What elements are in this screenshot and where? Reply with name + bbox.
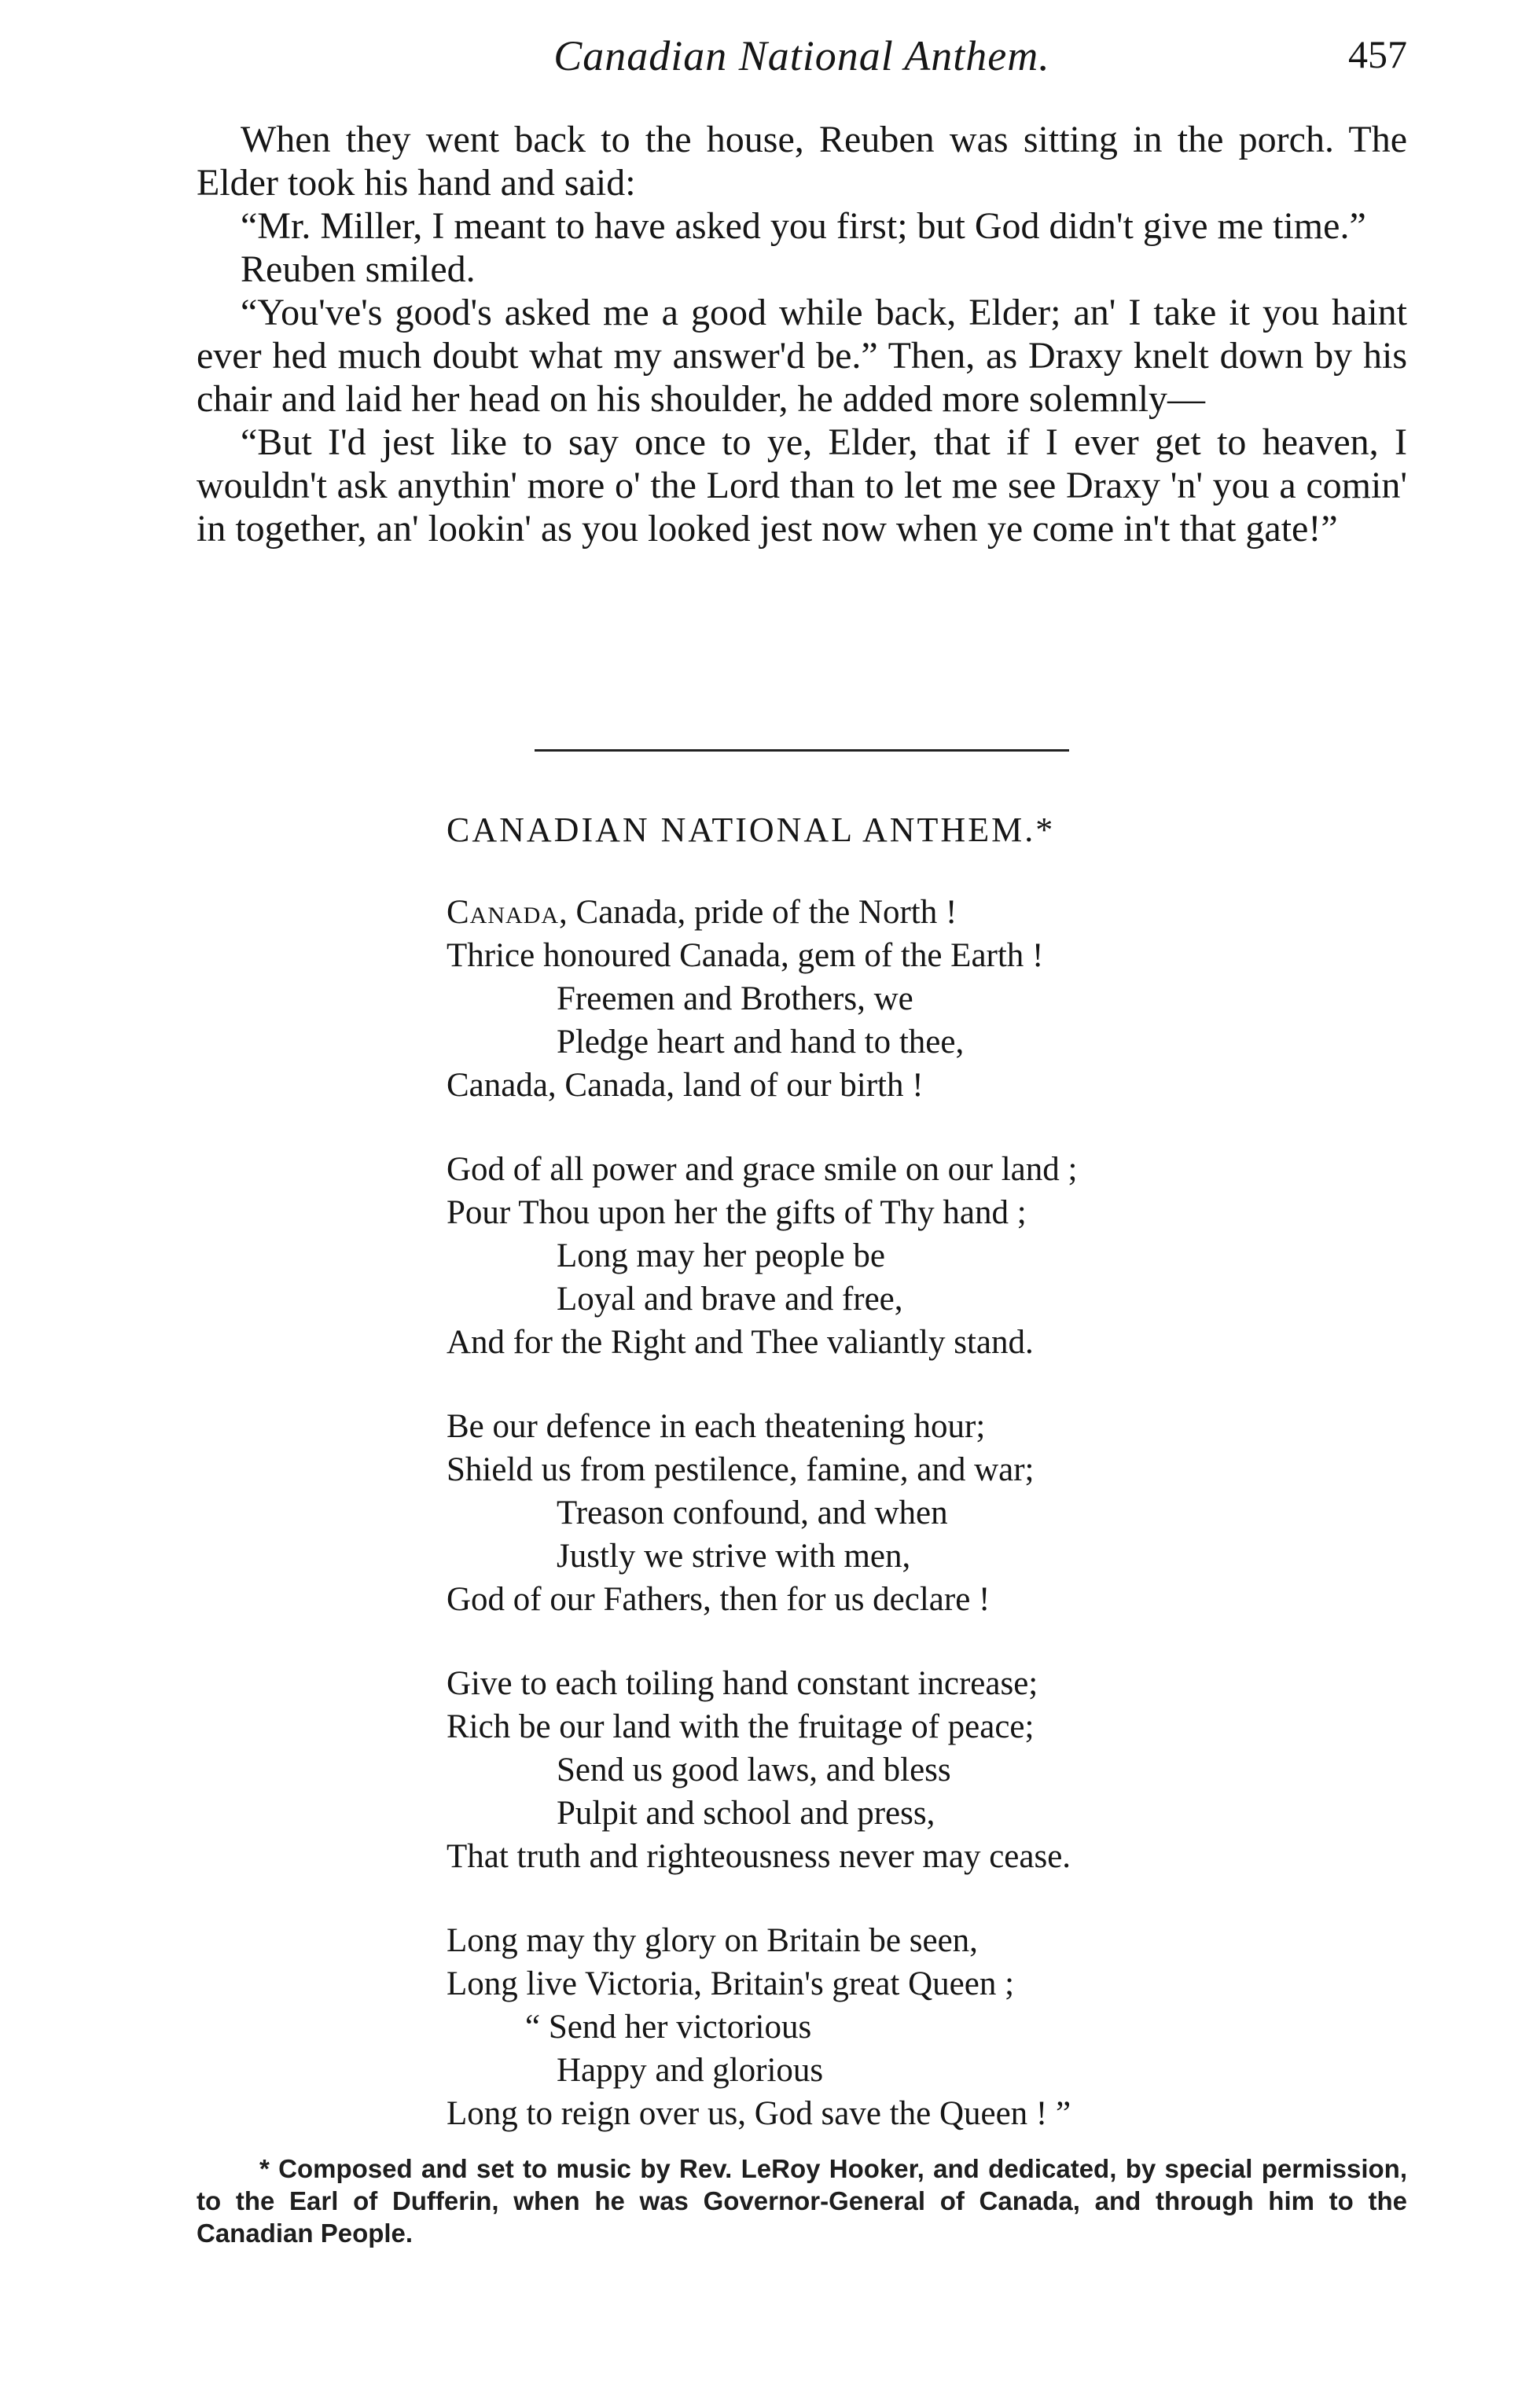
anthem-verses [447, 891, 1311, 2176]
verse-line: Be our defence in each theatening hour; [447, 1408, 986, 1445]
verse-line: Rich be our land with the fruitage of peace; [447, 1708, 1035, 1745]
verse-line: Justly we strive with men, [557, 1538, 911, 1575]
verse-line: Canada, Canada, pride of the North ! [447, 894, 957, 931]
stanza-3 [447, 1405, 1311, 1621]
verse-line: Freemen and Brothers, we [557, 980, 913, 1017]
running-title: Canadian National Anthem. [553, 32, 1050, 79]
prose-paragraph: “Mr. Miller, I meant to have asked you first; but God didn't give me time.” [241, 205, 1366, 247]
section-divider [535, 749, 1069, 752]
verse-line: Long live Victoria, Britain's great Queen ; [447, 1965, 1015, 2002]
verse-line: Long may thy glory on Britain be seen, [447, 1922, 978, 1959]
prose-paragraph: “You've's good's asked me a good while back, Elder; an' I take it you haint ever hed much doubt what my answer'd be.” Then, as Draxy knelt down by his chair and laid her head on his shoulder, he added more solemnly— [197, 292, 1407, 420]
footnote [197, 2153, 1407, 2249]
stanza-4 [447, 1662, 1311, 1878]
verse-line: God of our Fathers, then for us declare ! [447, 1581, 991, 1618]
footnote-text: * Composed and set to music by Rev. LeRoy Hooker, and dedicated, by special permission, to the Earl of Dufferin, when he was Governor-General of Canada, and through him to the Canadian People. [197, 2154, 1407, 2248]
verse-line: Shield us from pestilence, famine, and war; [447, 1451, 1035, 1488]
verse-line: And for the Right and Thee valiantly stand. [447, 1324, 1034, 1361]
verse-line: Long to reign over us, God save the Queen ! ” [447, 2095, 1071, 2132]
anthem-title: CANADIAN NATIONAL ANTHEM.* [447, 811, 1056, 849]
page-number: 457 [1348, 32, 1407, 76]
verse-line: Pulpit and school and press, [557, 1795, 935, 1832]
verse-line: Happy and glorious [557, 2052, 824, 2089]
verse-line: Treason confound, and when [557, 1494, 948, 1531]
verse-line: Loyal and brave and free, [557, 1281, 903, 1318]
stanza-5 [447, 1919, 1311, 2135]
verse-line: “ Send her victorious [525, 2009, 812, 2046]
prose-paragraph: “But I'd jest like to say once to ye, Elder, that if I ever get to heaven, I wouldn't ask anythin' more o' the Lord than to let me see Draxy 'n' you a comin' in together, an' lookin' as you looked jest now when ye come in't that gate!” [197, 421, 1407, 550]
verse-line: Send us good laws, and bless [557, 1752, 951, 1789]
verse-line: Canada, Canada, land of our birth ! [447, 1067, 924, 1104]
prose-paragraph: Reuben smiled. [241, 248, 476, 290]
verse-line: Pledge heart and hand to thee, [557, 1024, 965, 1061]
story-ending [197, 118, 1407, 550]
verse-line: Long may her people be [557, 1237, 885, 1274]
verse-line: Give to each toiling hand constant increase; [447, 1665, 1038, 1702]
running-header [197, 31, 1407, 86]
verse-line: God of all power and grace smile on our land ; [447, 1151, 1078, 1188]
first-word: Canada [447, 894, 560, 931]
verse-line: Thrice honoured Canada, gem of the Earth ! [447, 937, 1044, 974]
stanza-2 [447, 1148, 1311, 1364]
stanza-1 [447, 891, 1311, 1107]
verse-line: That truth and righteousness never may cease. [447, 1838, 1071, 1875]
verse-line: Pour Thou upon her the gifts of Thy hand ; [447, 1194, 1027, 1231]
prose-paragraph: When they went back to the house, Reuben was sitting in the porch. The Elder took his hand and said: [197, 119, 1407, 204]
